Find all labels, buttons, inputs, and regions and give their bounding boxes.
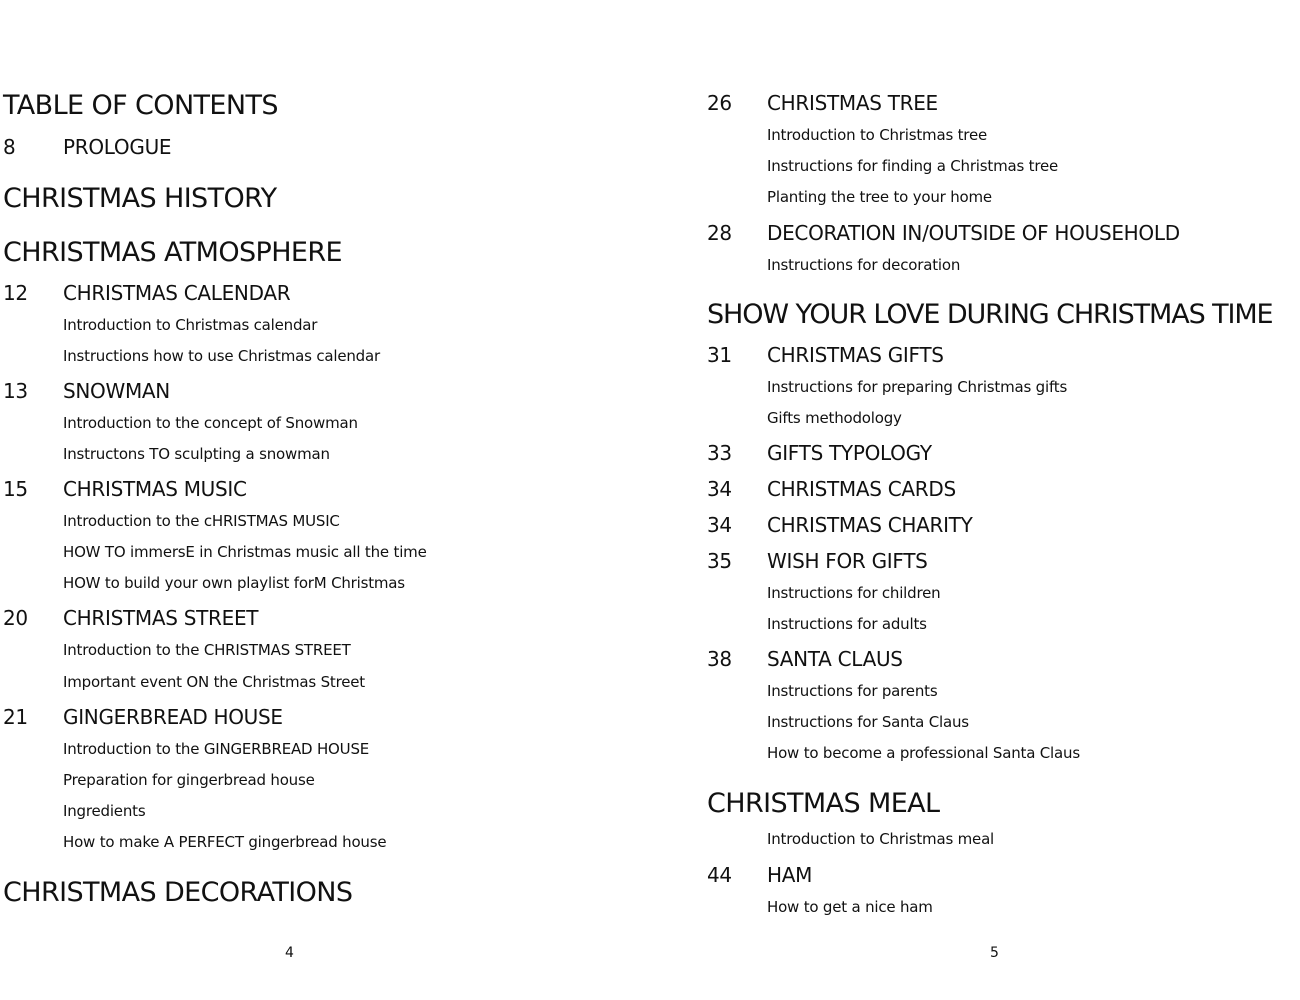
- toc-subsection[interactable]: Introduction to the cHRISTMAS MUSIC: [63, 512, 340, 530]
- chapter-title: CHRISTMAS CARDS: [767, 477, 956, 501]
- toc-subsection[interactable]: Instructions for parents: [767, 682, 938, 700]
- toc-subsection[interactable]: HOW TO immersE in Christmas music all the time: [63, 543, 427, 561]
- toc-title: TABLE OF CONTENTS: [3, 90, 278, 121]
- toc-section-heading[interactable]: SHOW YOUR LOVE DURING CHRISTMAS TIME: [707, 299, 1273, 330]
- toc-subsection[interactable]: HOW to build your own playlist forM Christmas: [63, 574, 405, 592]
- chapter-page-number: 33: [707, 441, 732, 465]
- toc-subsection[interactable]: Introduction to Christmas meal: [767, 830, 995, 848]
- toc-subsection[interactable]: Gifts methodology: [767, 409, 902, 427]
- toc-subsection[interactable]: Instructions for adults: [767, 615, 927, 633]
- chapter-page-number: 34: [707, 477, 732, 501]
- toc-subsection[interactable]: Introduction to Christmas calendar: [63, 316, 318, 334]
- chapter-title: HAM: [767, 863, 813, 887]
- chapter-page-number: 34: [707, 513, 732, 537]
- toc-subsection[interactable]: How to get a nice ham: [767, 898, 933, 916]
- toc-subsection[interactable]: Preparation for gingerbread house: [63, 771, 315, 789]
- toc-section-heading[interactable]: CHRISTMAS MEAL: [707, 788, 940, 819]
- chapter-title: GIFTS TYPOLOGY: [767, 441, 932, 465]
- toc-subsection[interactable]: Introduction to the concept of Snowman: [63, 414, 358, 432]
- toc-subsection[interactable]: Instructions for children: [767, 584, 941, 602]
- toc-subsection[interactable]: Introduction to the GINGERBREAD HOUSE: [63, 740, 370, 758]
- chapter-page-number: 31: [707, 343, 732, 367]
- chapter-page-number: 12: [3, 281, 28, 305]
- toc-subsection[interactable]: How to make A PERFECT gingerbread house: [63, 833, 387, 851]
- toc-subsection[interactable]: Introduction to Christmas tree: [767, 126, 988, 144]
- toc-subsection[interactable]: Planting the tree to your home: [767, 188, 992, 206]
- toc-section-heading[interactable]: CHRISTMAS ATMOSPHERE: [3, 237, 343, 268]
- chapter-title: PROLOGUE: [63, 135, 172, 159]
- chapter-page-number: 21: [3, 705, 28, 729]
- toc-subsection[interactable]: Instructons TO sculpting a snowman: [63, 445, 330, 463]
- chapter-page-number: 28: [707, 221, 732, 245]
- toc-subsection[interactable]: Ingredients: [63, 802, 146, 820]
- chapter-page-number: 15: [3, 477, 28, 501]
- toc-section-heading[interactable]: CHRISTMAS DECORATIONS: [3, 877, 353, 908]
- toc-subsection[interactable]: Instructions for finding a Christmas tree: [767, 157, 1059, 175]
- page-number: 4: [285, 945, 294, 961]
- chapter-title: CHRISTMAS CHARITY: [767, 513, 973, 537]
- chapter-title: DECORATION IN/OUTSIDE OF HOUSEHOLD: [767, 221, 1180, 245]
- toc-subsection[interactable]: How to become a professional Santa Claus: [767, 744, 1080, 762]
- chapter-page-number: 44: [707, 863, 732, 887]
- chapter-title: WISH FOR GIFTS: [767, 549, 928, 573]
- chapter-title: CHRISTMAS CALENDAR: [63, 281, 291, 305]
- chapter-title: CHRISTMAS TREE: [767, 91, 938, 115]
- chapter-title: GINGERBREAD HOUSE: [63, 705, 283, 729]
- right-page: [650, 0, 1300, 1000]
- chapter-page-number: 13: [3, 379, 28, 403]
- toc-subsection[interactable]: Instructions for preparing Christmas gifts: [767, 378, 1068, 396]
- toc-subsection[interactable]: Instructions for decoration: [767, 256, 961, 274]
- chapter-title: CHRISTMAS MUSIC: [63, 477, 247, 501]
- chapter-page-number: 26: [707, 91, 732, 115]
- toc-subsection[interactable]: Instructions for Santa Claus: [767, 713, 969, 731]
- chapter-title: SANTA CLAUS: [767, 647, 903, 671]
- chapter-page-number: 8: [3, 135, 16, 159]
- toc-section-heading[interactable]: CHRISTMAS HISTORY: [3, 183, 277, 214]
- chapter-page-number: 38: [707, 647, 732, 671]
- toc-subsection[interactable]: Important event ON the Christmas Street: [63, 673, 365, 691]
- toc-subsection[interactable]: Instructions how to use Christmas calendar: [63, 347, 380, 365]
- page-number: 5: [990, 945, 999, 961]
- chapter-title: CHRISTMAS STREET: [63, 606, 259, 630]
- chapter-page-number: 35: [707, 549, 732, 573]
- chapter-title: SNOWMAN: [63, 379, 170, 403]
- chapter-title: CHRISTMAS GIFTS: [767, 343, 944, 367]
- toc-subsection[interactable]: Introduction to the CHRISTMAS STREET: [63, 641, 351, 659]
- chapter-page-number: 20: [3, 606, 28, 630]
